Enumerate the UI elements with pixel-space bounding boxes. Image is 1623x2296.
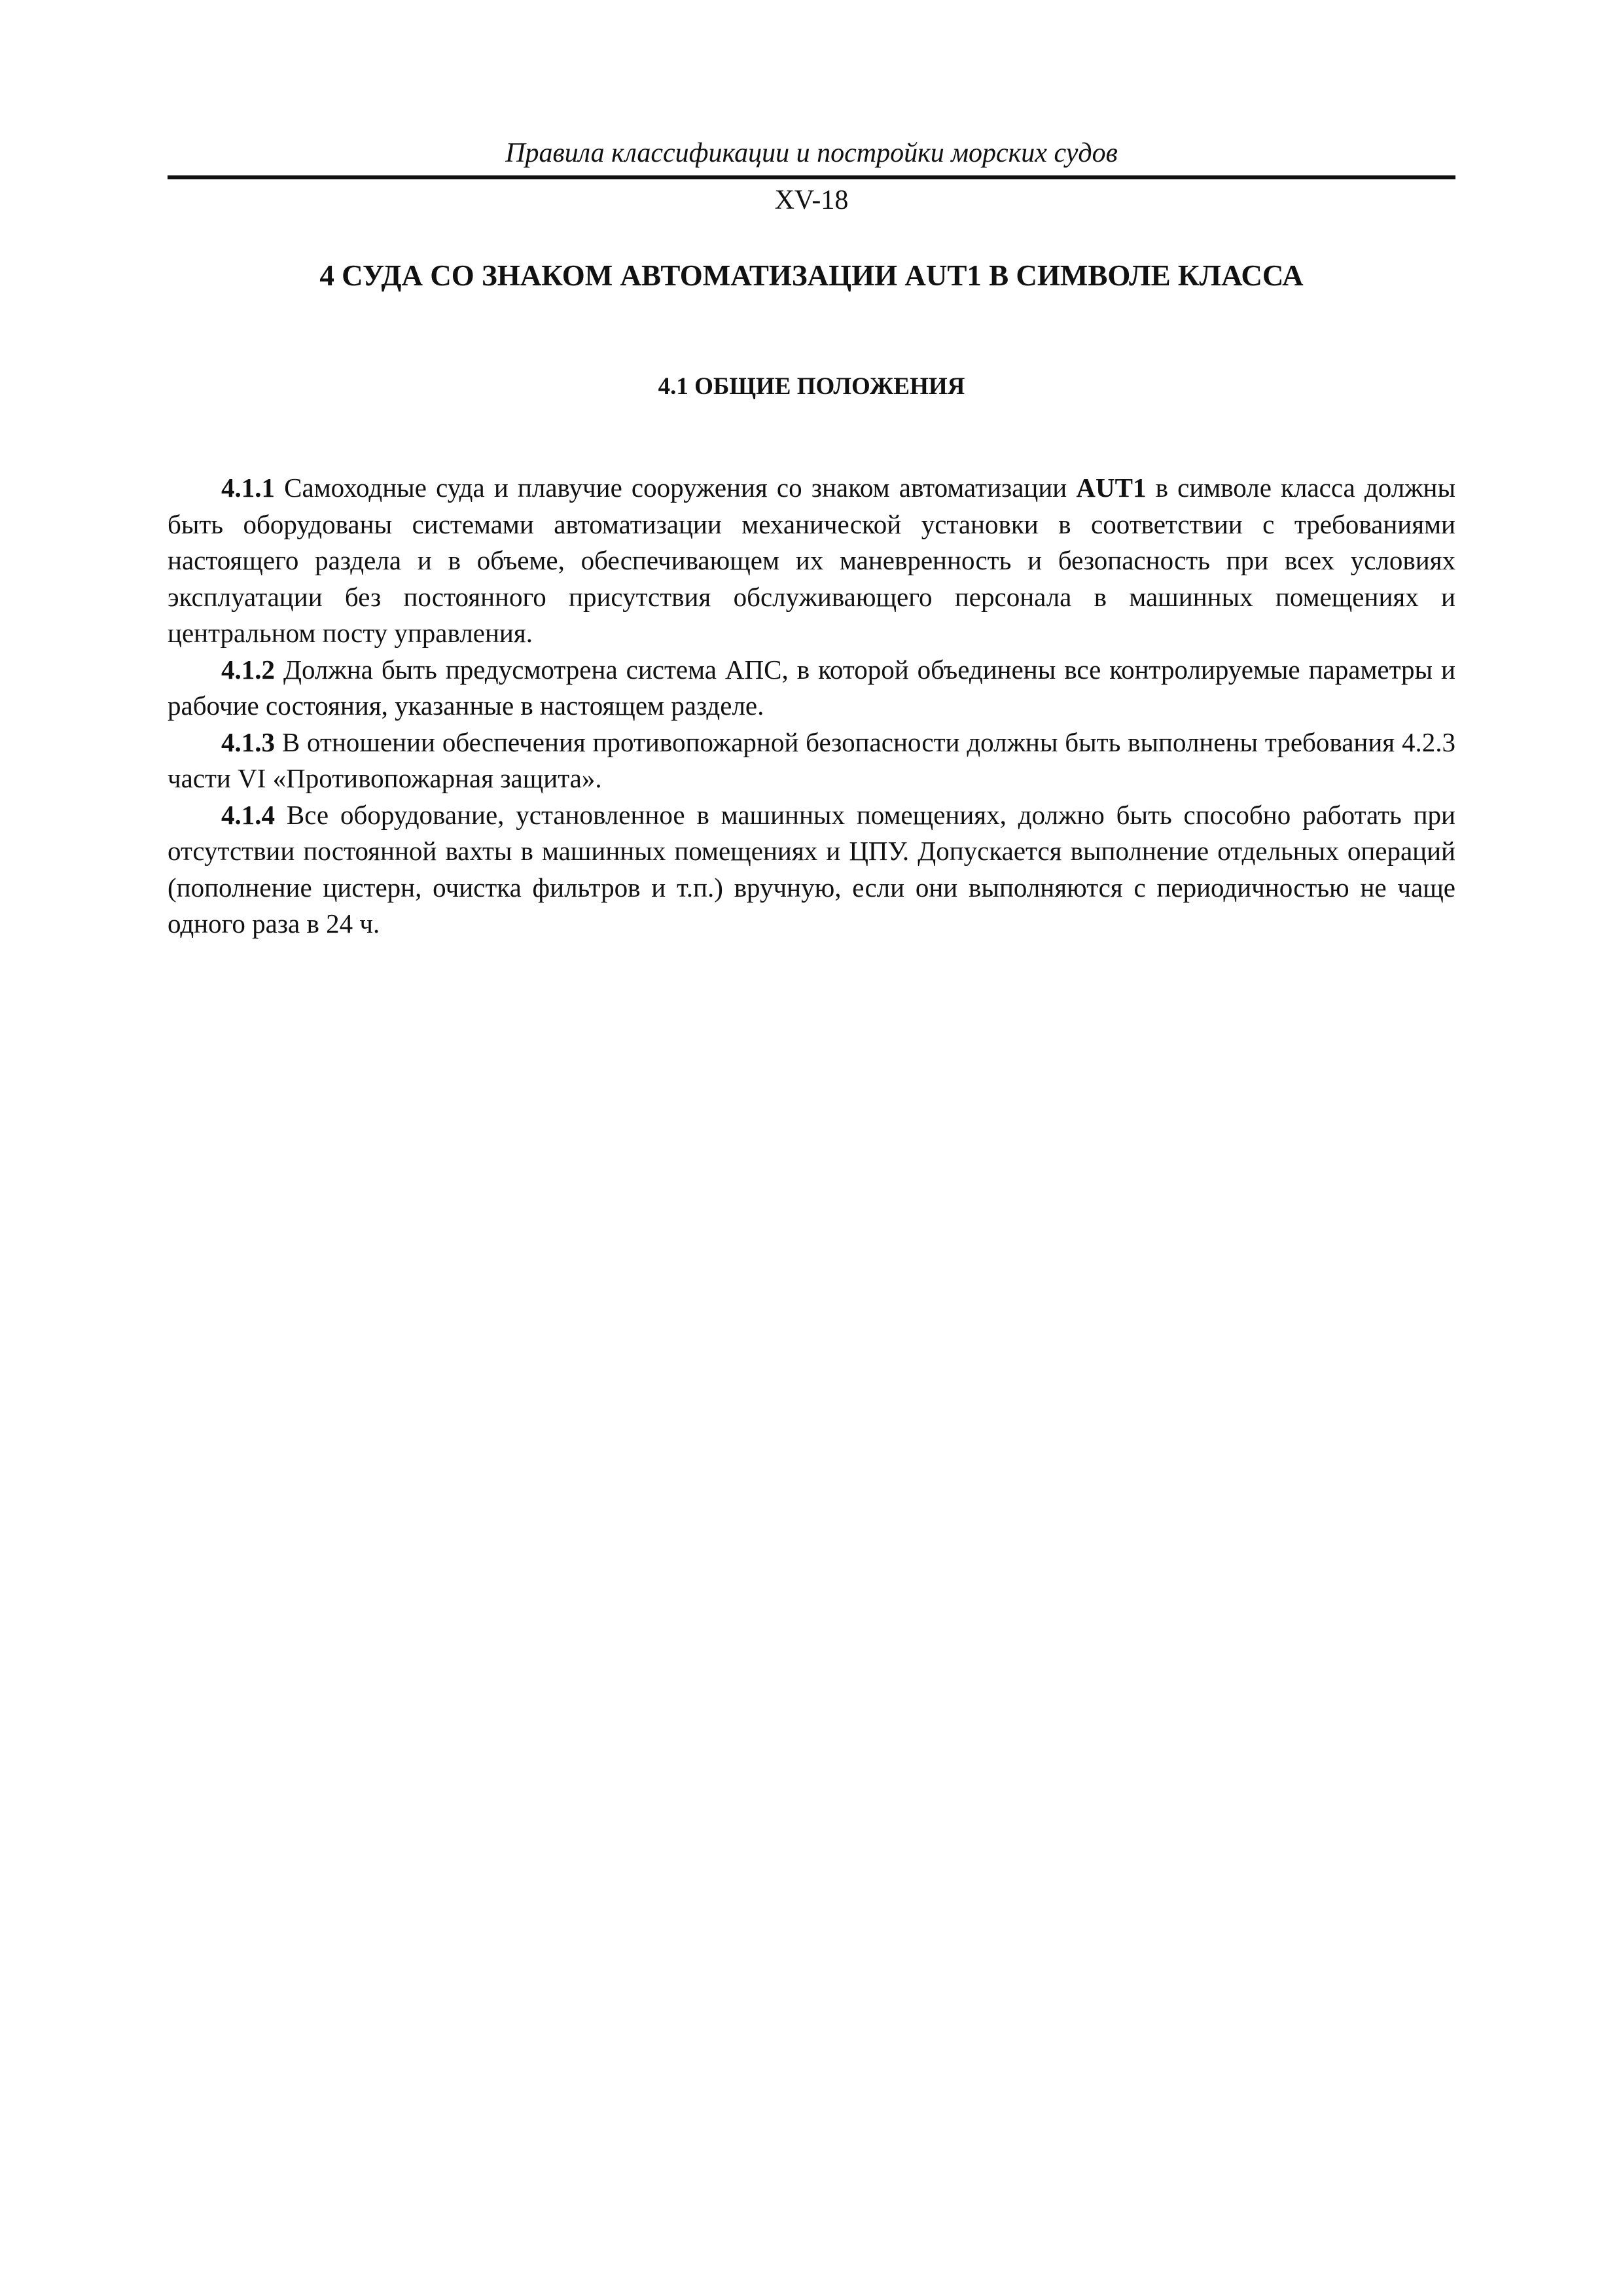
paragraph-number: 4.1.4 (221, 799, 275, 830)
automation-mark: AUT1 (1076, 473, 1147, 503)
paragraph-text: Должна быть предусмотрена система АПС, в которой объединены все контролируемые параметры и рабочие состояния, указанные в настоящем разделе. (168, 654, 1455, 721)
paragraph-4-1-1 (168, 470, 1455, 652)
running-header: Правила классификации и постройки морских судов (505, 138, 1118, 168)
chapter-title: 4 СУДА СО ЗНАКОМ АВТОМАТИЗАЦИИ AUT1 В СИМВОЛЕ КЛАССА (319, 259, 1304, 292)
paragraph-text: Все оборудование, установленное в машинных помещениях, должно быть способно работать при отсутствии постоянной вахты в машинных помещениях и ЦПУ. Допускается выполнение отдельных операций (пополнение цистерн, очистка фильтров и т.п.) вручную, если они выполняются с периодичностью не чаще одного раза в 24 ч. (168, 799, 1455, 939)
paragraph-4-1-2 (168, 652, 1455, 725)
body-text (168, 470, 1455, 942)
paragraph-4-1-4 (168, 797, 1455, 942)
section-title: 4.1 ОБЩИЕ ПОЛОЖЕНИЯ (658, 373, 965, 400)
paragraph-text: В отношении обеспечения противопожарной безопасности должны быть выполнены требования 4.2.3 части VI «Противопожарная защита». (168, 726, 1455, 793)
paragraph-4-1-3 (168, 725, 1455, 797)
paragraph-text: Самоходные суда и плавучие сооружения со знаком автоматизации (275, 473, 1077, 503)
page-number: XV-18 (774, 185, 849, 215)
paragraph-number: 4.1.2 (221, 654, 275, 685)
paragraph-number: 4.1.3 (221, 726, 275, 757)
paragraph-text: в символе класса должны быть оборудованы системами автоматизации механической установки в соответствии с требованиями настоящего раздела и в объеме, обеспечивающем их маневренность и безопасность при всех условиях эксплуатации без постоянного присутствия обслуживающего персонала в машинных помещениях и центральном посту управления. (168, 473, 1455, 648)
header-rule (168, 175, 1455, 179)
paragraph-number: 4.1.1 (221, 473, 275, 503)
